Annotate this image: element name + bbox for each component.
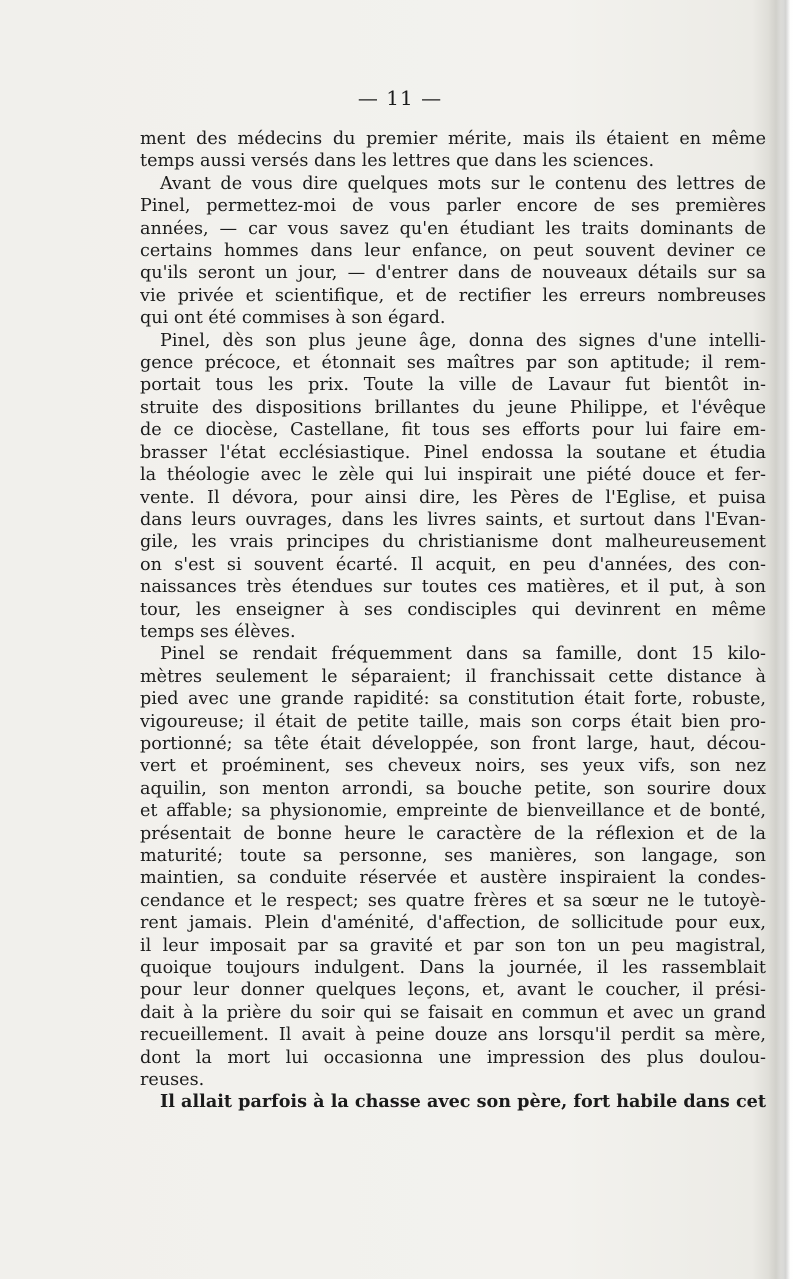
text-line: pour leur donner quelques leçons, et, avant le coucher, il prési- — [140, 980, 766, 1001]
text-line: Il allait parfois à la chasse avec son père, fort habile dans cet — [160, 1091, 766, 1113]
text-line: aquilin, son menton arrondi, sa bouche petite, son sourire doux — [140, 778, 766, 799]
text-line: cendance et le respect; ses quatre frères et sa sœur ne le tutoyè- — [140, 890, 766, 911]
text-line: de ce diocèse, Castellane, fit tous ses efforts pour lui faire em- — [140, 420, 766, 441]
text-line: Pinel se rendait fréquemment dans sa famille, dont 15 kilo- — [160, 644, 766, 665]
text-line: gence précoce, et étonnait ses maîtres par son aptitude; il rem- — [140, 353, 766, 374]
text-line: pied avec une grande rapidité: sa constitution était forte, robuste, — [140, 689, 766, 710]
text-line: la théologie avec le zèle qui lui inspirait une piété douce et fer- — [140, 465, 766, 486]
text-line: il leur imposait par sa gravité et par son ton un peu magistral, — [140, 935, 766, 956]
text-line: rent jamais. Plein d'aménité, d'affection, de sollicitude pour eux, — [140, 913, 766, 934]
text-line: reuses. — [140, 1070, 205, 1091]
text-line: vente. Il dévora, pour ainsi dire, les Pères de l'Eglise, et puisa — [140, 487, 766, 508]
text-block — [140, 128, 766, 1114]
text-line: portait tous les prix. Toute la ville de Lavaur fut bientôt in- — [140, 375, 766, 396]
text-line: maintien, sa conduite réservée et austère inspiraient la condes- — [140, 868, 766, 889]
page-number: — 11 — — [357, 86, 443, 110]
text-line: Pinel, permettez-moi de vous parler encore de ses premières — [140, 196, 766, 217]
text-line: présentait de bonne heure le caractère de la réflexion et de la — [140, 823, 766, 844]
text-line: on s'est si souvent écarté. Il acquit, en peu d'années, des con- — [140, 554, 766, 575]
text-line: et affable; sa physionomie, empreinte de bienveillance et de bonté, — [140, 801, 766, 822]
text-line: Avant de vous dire quelques mots sur le contenu des lettres de — [160, 173, 766, 194]
text-line: vigoureuse; il était de petite taille, mais son corps était bien pro- — [140, 711, 766, 732]
text-line: struite des dispositions brillantes du jeune Philippe, et l'évêque — [140, 397, 766, 418]
text-line: portionné; sa tête était développée, son front large, haut, décou- — [140, 733, 766, 754]
text-line: certains hommes dans leur enfance, on peut souvent deviner ce — [140, 241, 766, 262]
page-edge-shadow — [768, 0, 800, 1279]
text-line: mètres seulement le séparaient; il franchissait cette distance à — [140, 666, 766, 687]
text-line: naissances très étendues sur toutes ces matières, et il put, à son — [140, 577, 766, 598]
text-line: qu'ils seront un jour, — d'entrer dans de nouveaux détails sur sa — [140, 263, 766, 284]
body-text — [140, 128, 766, 1114]
text-line: dont la mort lui occasionna une impression des plus doulou- — [140, 1047, 766, 1068]
text-line: tour, les enseigner à ses condisciples qui devinrent en même — [140, 599, 766, 620]
text-line: maturité; toute sa personne, ses manières, son langage, son — [140, 846, 766, 866]
text-line: gile, les vrais principes du christianisme dont malheureusement — [140, 532, 766, 553]
text-line: temps aussi versés dans les lettres que dans les sciences. — [140, 151, 655, 172]
text-line: dans leurs ouvrages, dans les livres saints, et surtout dans l'Evan- — [140, 509, 766, 530]
text-line: quoique toujours indulgent. Dans la journée, il les rassemblait — [140, 958, 766, 979]
text-line: années, — car vous savez qu'en étudiant les traits dominants de — [140, 218, 766, 239]
text-line: ment des médecins du premier mérite, mais ils étaient en même — [140, 129, 766, 149]
text-line: vie privée et scientifique, et de rectifier les erreurs nombreuses — [140, 285, 766, 306]
text-line: temps ses élèves. — [140, 621, 296, 642]
text-line: qui ont été commises à son égard. — [140, 308, 446, 329]
text-line: dait à la prière du soir qui se faisait en commun et avec un grand — [140, 1002, 766, 1023]
text-line: recueillement. Il avait à peine douze ans lorsqu'il perdit sa mère, — [140, 1025, 766, 1046]
text-line: Pinel, dès son plus jeune âge, donna des signes d'une intelli- — [160, 330, 766, 351]
text-line: brasser l'état ecclésiastique. Pinel endossa la soutane et étudia — [140, 442, 766, 463]
text-line: vert et proéminent, ses cheveux noirs, ses yeux vifs, son nez — [140, 756, 766, 777]
